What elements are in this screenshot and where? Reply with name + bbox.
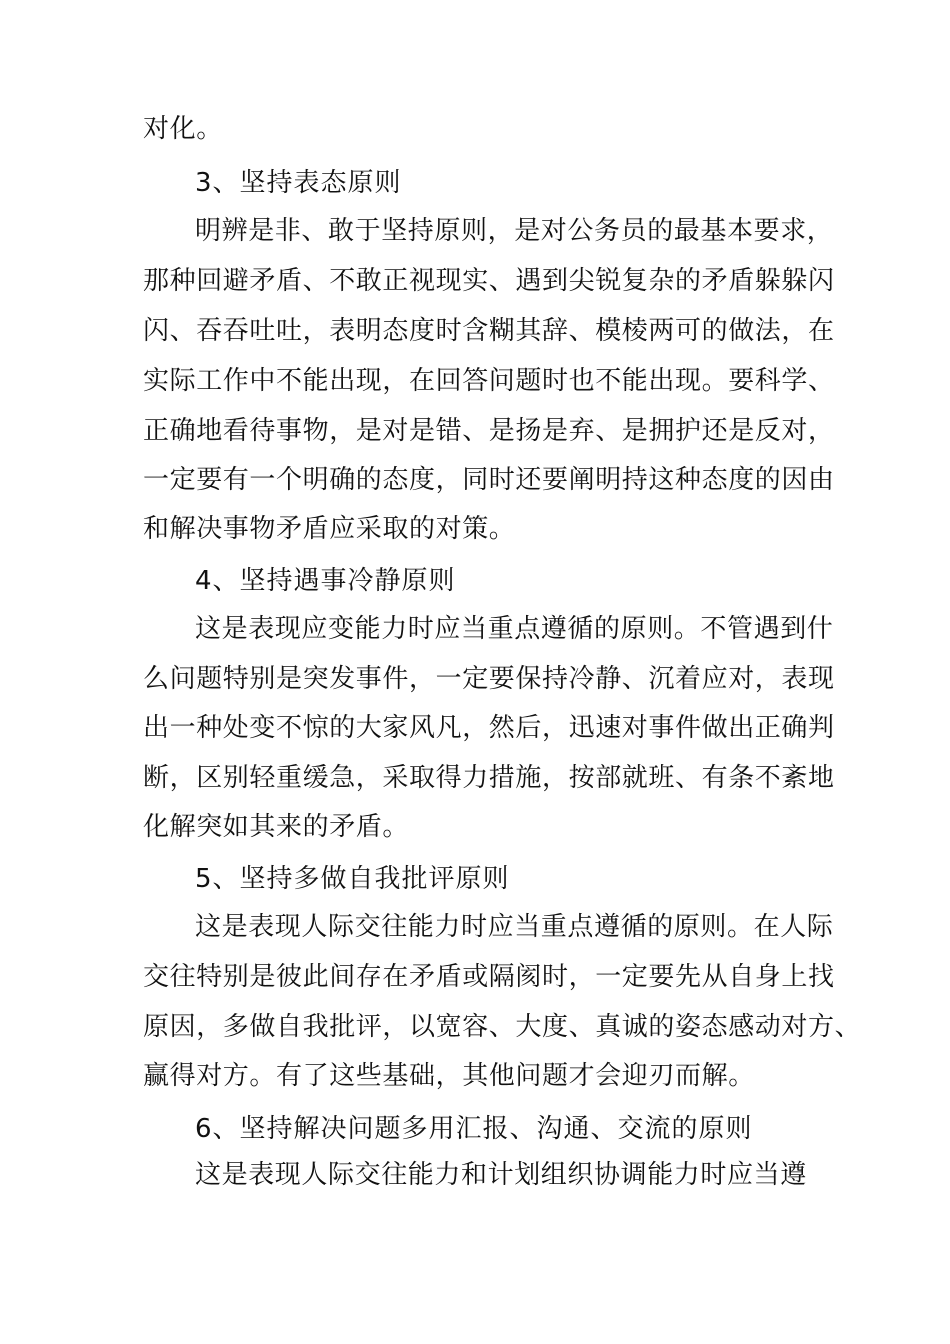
text-line: 么问题特别是突发事件，一定要保持冷静、沉着应对，表现 bbox=[143, 664, 835, 694]
text-line: 这是表现应变能力时应当重点遵循的原则。不管遇到什 bbox=[195, 614, 834, 644]
text-line: 原因，多做自我批评，以宽容、大度、真诚的姿态感动对方、 bbox=[143, 1012, 862, 1042]
section-heading: 4、坚持遇事冷静原则 bbox=[195, 566, 456, 596]
section-heading: 3、坚持表态原则 bbox=[195, 168, 402, 198]
text-line: 断，区别轻重缓急，采取得力措施，按部就班、有条不紊地 bbox=[143, 763, 835, 793]
text-line: 一定要有一个明确的态度，同时还要阐明持这种态度的因由 bbox=[143, 465, 835, 495]
text-line: 和解决事物矛盾应采取的对策。 bbox=[143, 514, 516, 544]
text-line: 这是表现人际交往能力时应当重点遵循的原则。在人际 bbox=[195, 912, 834, 942]
text-line: 这是表现人际交往能力和计划组织协调能力时应当遵 bbox=[195, 1160, 807, 1190]
text-line: 化解突如其来的矛盾。 bbox=[143, 812, 410, 842]
section-heading: 5、坚持多做自我批评原则 bbox=[195, 864, 510, 894]
text-line: 明辨是非、敢于坚持原则，是对公务员的最基本要求， bbox=[195, 216, 834, 246]
text-line: 交往特别是彼此间存在矛盾或隔阂时，一定要先从自身上找 bbox=[143, 962, 835, 992]
text-line: 那种回避矛盾、不敢正视现实、遇到尖锐复杂的矛盾躲躲闪 bbox=[143, 266, 835, 296]
text-line: 正确地看待事物，是对是错、是扬是弃、是拥护还是反对， bbox=[143, 416, 835, 446]
section-heading: 6、坚持解决问题多用汇报、沟通、交流的原则 bbox=[195, 1114, 753, 1144]
text-line: 赢得对方。有了这些基础，其他问题才会迎刃而解。 bbox=[143, 1061, 755, 1091]
text-line: 出一种处变不惊的大家风凡，然后，迅速对事件做出正确判 bbox=[143, 713, 835, 743]
text-line: 闪、吞吞吐吐，表明态度时含糊其辞、模棱两可的做法，在 bbox=[143, 316, 835, 346]
text-line: 实际工作中不能出现，在回答问题时也不能出现。要科学、 bbox=[143, 366, 835, 396]
text-line: 对化。 bbox=[143, 114, 223, 144]
